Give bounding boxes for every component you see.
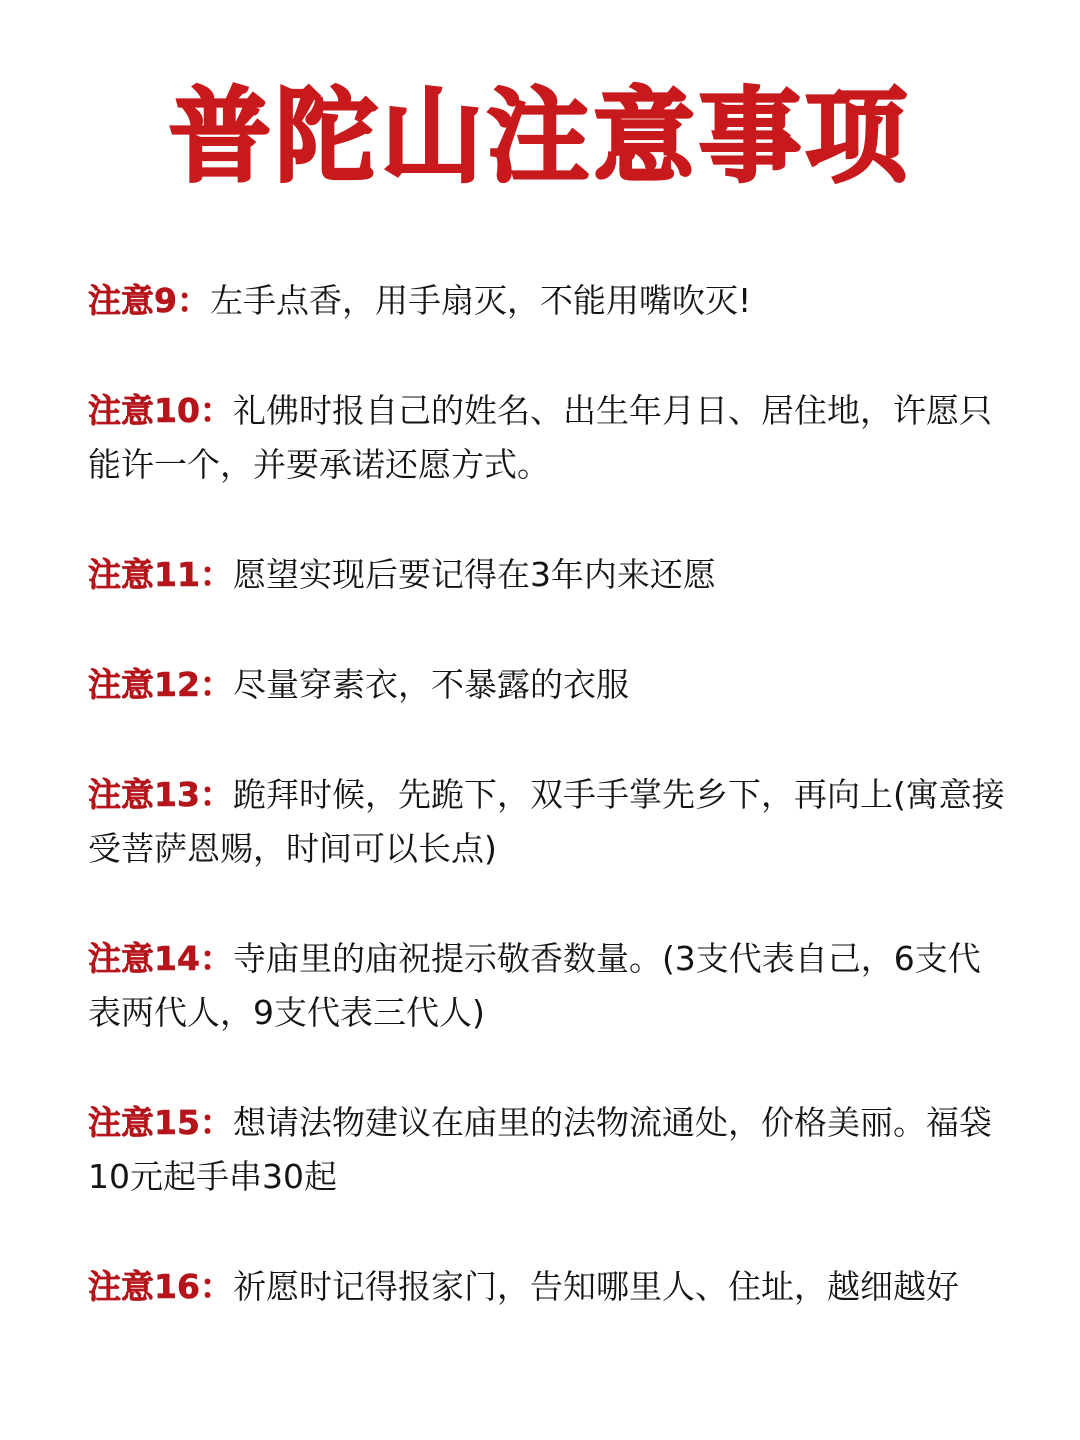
note-label: 注意14： <box>88 939 233 978</box>
note-text: 祈愿时记得报家门，告知哪里人、住址，越细越好 <box>232 1267 959 1306</box>
note-item-16 <box>88 1260 1008 1314</box>
note-label: 注意12： <box>88 665 233 704</box>
note-label: 注意13： <box>88 775 233 814</box>
note-label: 注意10： <box>88 391 233 430</box>
note-text: 左手点香，用手扇灭，不能用嘴吹灭! <box>209 281 752 320</box>
notes-list <box>88 274 1008 1370</box>
note-text: 想请法物建议在庙里的法物流通处，价格美丽。福袋10元起手串30起 <box>88 1103 992 1196</box>
note-label: 注意9： <box>88 281 210 320</box>
note-label: 注意11： <box>88 555 233 594</box>
note-text: 跪拜时候，先跪下，双手手掌先乡下，再向上(寓意接受菩萨恩赐，时间可以长点) <box>88 775 1005 868</box>
note-text: 尽量穿素衣，不暴露的衣服 <box>232 665 629 704</box>
note-text: 愿望实现后要记得在3年内来还愿 <box>232 555 716 594</box>
note-text: 寺庙里的庙祝提示敬香数量。(3支代表自己，6支代表两代人，9支代表三代人) <box>88 939 981 1032</box>
note-item-9 <box>88 274 1008 328</box>
note-item-15 <box>88 1096 1008 1204</box>
note-item-13 <box>88 768 1008 876</box>
note-item-11 <box>88 548 1008 602</box>
note-text: 礼佛时报自己的姓名、出生年月日、居住地，许愿只能许一个，并要承诺还愿方式。 <box>88 391 992 484</box>
note-label: 注意15： <box>88 1103 233 1142</box>
page-title: 普陀山注意事项 <box>169 78 911 197</box>
note-item-10 <box>88 384 1008 492</box>
note-item-14 <box>88 932 1008 1040</box>
note-item-12 <box>88 658 1008 712</box>
note-label: 注意16： <box>88 1267 233 1306</box>
